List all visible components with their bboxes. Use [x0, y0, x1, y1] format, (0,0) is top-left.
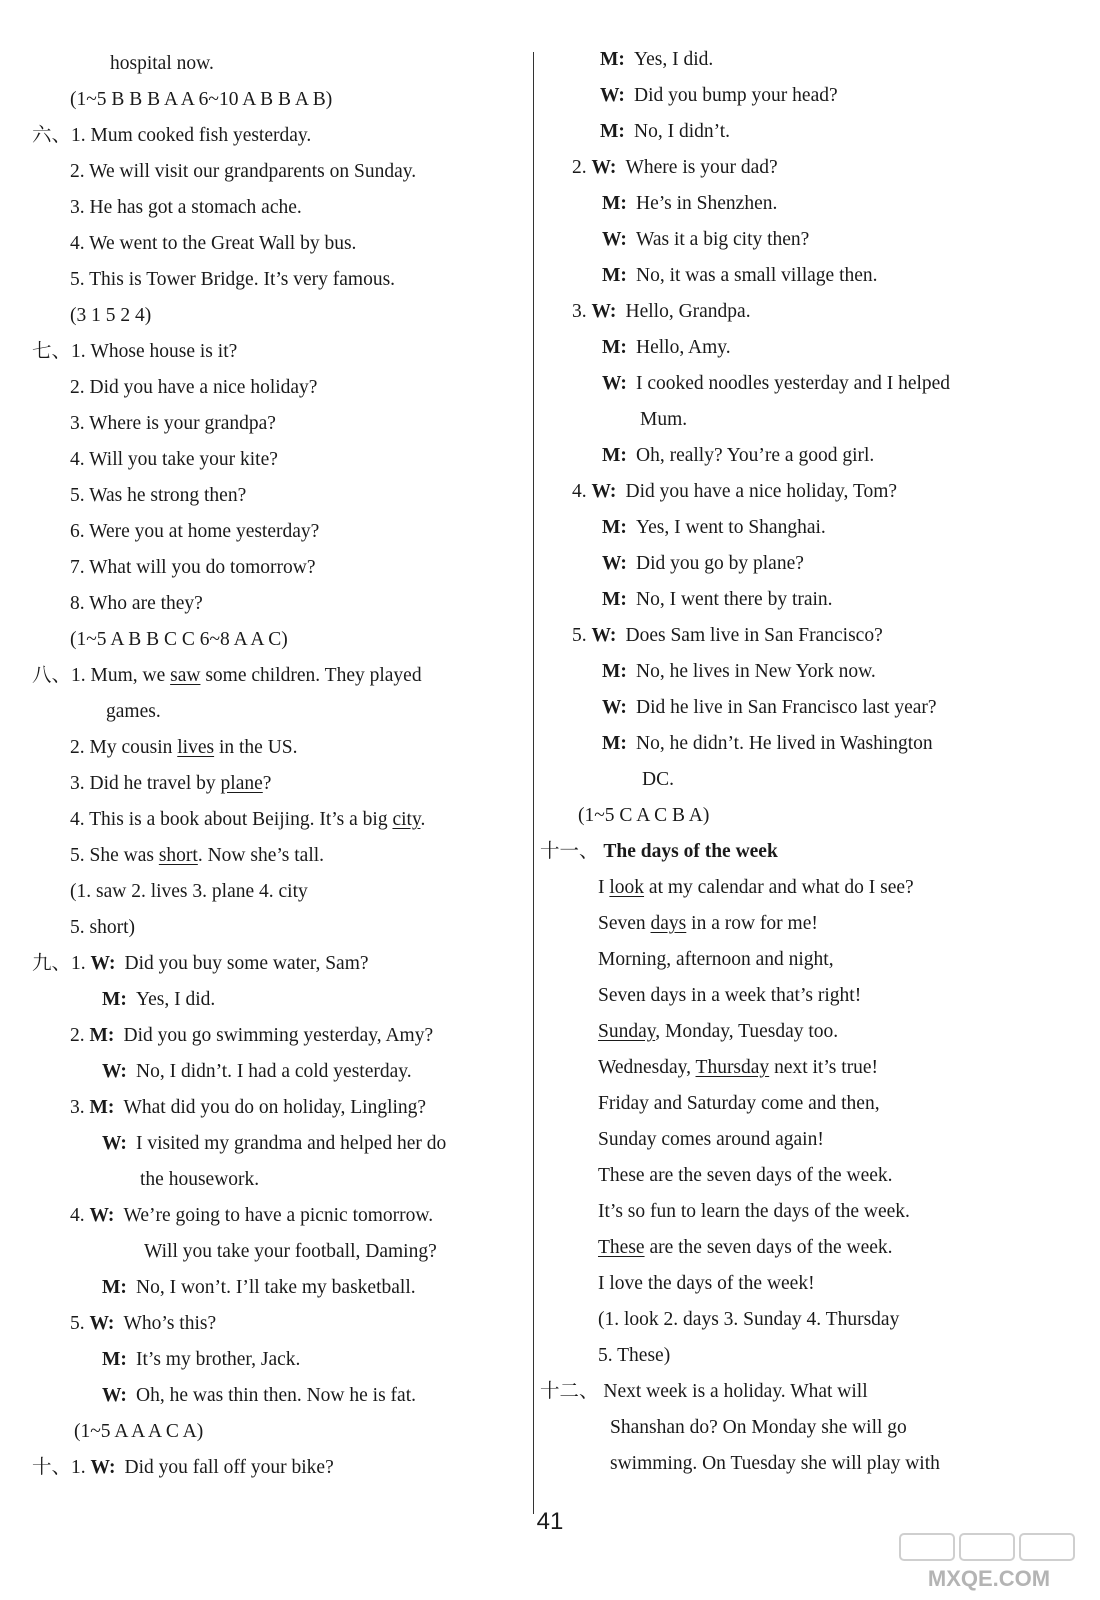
underlined-answer: plane — [220, 773, 263, 794]
text-segment: Did you go swimming yesterday, Amy? — [123, 1025, 434, 1046]
text-line — [598, 1020, 838, 1044]
underlined-answer: Sunday — [598, 1021, 656, 1042]
text-segment: What did you do on holiday, Lingling? — [123, 1097, 427, 1118]
text-segment: 八、1. Mum, we — [32, 665, 171, 686]
text-segment: Seven — [598, 913, 651, 934]
text-line: games. — [106, 701, 161, 722]
text-line: Seven days in a week that’s right! — [598, 985, 862, 1006]
text-line: (1~5 C A C B A) — [578, 805, 710, 826]
speaker-label: W: — [602, 373, 627, 394]
speaker-label: W: — [90, 953, 116, 974]
speaker-label: M: — [102, 1349, 127, 1370]
text-segment: Does Sam live in San Francisco? — [625, 625, 883, 646]
section-title: The days of the week — [598, 841, 778, 862]
text-segment: Hello, Grandpa. — [625, 301, 751, 322]
speaker-label: W: — [89, 1313, 115, 1334]
text-line: 6. Were you at home yesterday? — [70, 521, 320, 542]
text-segment: at my calendar and what do I see? — [644, 877, 914, 898]
text-segment: No, I went there by train. — [636, 589, 833, 610]
watermark-text: MXQE.COM — [927, 1566, 1051, 1591]
text-segment: 十、1. — [32, 1457, 91, 1478]
text-line: 2. We will visit our grandparents on Sunday. — [70, 161, 417, 182]
speaker-label: W: — [602, 697, 627, 718]
text-line — [598, 912, 818, 936]
text-line: DC. — [642, 769, 674, 790]
text-line — [600, 120, 730, 144]
text-line: 5. This is Tower Bridge. It’s very famous. — [70, 269, 396, 290]
text-line — [572, 156, 778, 180]
text-segment: 十一、 — [540, 841, 599, 862]
text-line — [540, 840, 778, 864]
text-segment: Did you fall off your bike? — [124, 1457, 334, 1478]
text-segment: No, it was a small village then. — [636, 265, 878, 286]
text-segment: 5. — [70, 1313, 90, 1334]
text-segment: 3. — [572, 301, 592, 322]
text-segment: He’s in Shenzhen. — [636, 193, 778, 214]
text-segment: Did you buy some water, Sam? — [124, 953, 369, 974]
text-segment: 3. — [70, 1097, 90, 1118]
text-segment: Wednesday, — [598, 1057, 696, 1078]
text-line: These are the seven days of the week. — [598, 1165, 893, 1186]
text-segment: 4. — [572, 481, 592, 502]
speaker-label: W: — [602, 229, 627, 250]
text-segment: 3. Did he travel by — [70, 773, 221, 794]
speaker-label: M: — [602, 445, 627, 466]
text-line: 5. These) — [598, 1345, 671, 1366]
text-line: Mum. — [640, 409, 688, 430]
text-line — [602, 552, 804, 576]
text-line — [572, 624, 883, 648]
text-line — [70, 844, 324, 868]
text-line — [600, 48, 713, 72]
speaker-label: M: — [102, 1277, 127, 1298]
speaker-label: W: — [102, 1385, 127, 1406]
text-line: (1. look 2. days 3. Sunday 4. Thursday — [598, 1309, 900, 1330]
text-segment: Oh, he was thin then. Now he is fat. — [136, 1385, 416, 1406]
text-segment: I visited my grandma and helped her do — [136, 1133, 447, 1154]
underlined-answer: saw — [170, 665, 201, 686]
text-segment: Yes, I did. — [634, 49, 714, 70]
text-line — [32, 664, 422, 688]
text-segment: next it’s true! — [769, 1057, 879, 1078]
text-segment: Did you bump your head? — [634, 85, 838, 106]
text-line — [102, 1132, 446, 1156]
speaker-label: M: — [89, 1025, 115, 1046]
text-line: 5. Was he strong then? — [70, 485, 247, 506]
text-segment: . — [420, 809, 426, 830]
text-line: 7. What will you do tomorrow? — [70, 557, 316, 578]
text-line — [602, 192, 777, 216]
speaker-label: M: — [602, 337, 627, 358]
text-segment: We’re going to have a picnic tomorrow. — [123, 1205, 434, 1226]
text-line: 4. Will you take your kite? — [70, 449, 278, 470]
text-segment: 2. — [572, 157, 592, 178]
text-line: (1~5 B B B A A 6~10 A B B A B) — [70, 89, 333, 110]
underlined-answer: Thursday — [695, 1057, 770, 1078]
text-segment: 4. This is a book about Beijing. It’s a big — [70, 809, 393, 830]
text-line: hospital now. — [110, 53, 214, 74]
text-segment: in a row for me! — [686, 913, 818, 934]
text-segment: 九、1. — [32, 953, 91, 974]
text-segment: 2. — [70, 1025, 90, 1046]
text-line: (1~5 A A A C A) — [74, 1421, 204, 1442]
speaker-label: M: — [600, 49, 625, 70]
speaker-label: W: — [591, 481, 617, 502]
text-line: Will you take your football, Daming? — [144, 1241, 437, 1262]
text-segment: Did you go by plane? — [636, 553, 804, 574]
speaker-label: M: — [602, 589, 627, 610]
text-line — [70, 1024, 433, 1048]
text-line — [70, 1204, 433, 1228]
text-line: 六、1. Mum cooked fish yesterday. — [32, 125, 312, 146]
speaker-label: W: — [591, 301, 617, 322]
text-line — [602, 372, 950, 396]
text-segment: No, I won’t. I’ll take my basketball. — [136, 1277, 416, 1298]
speaker-label: W: — [591, 157, 617, 178]
text-line: Shanshan do? On Monday she will go — [610, 1417, 907, 1438]
text-segment: some children. They played — [200, 665, 422, 686]
underlined-answer: look — [609, 877, 645, 898]
text-segment: Where is your dad? — [625, 157, 778, 178]
text-line — [70, 1096, 426, 1120]
speaker-label: W: — [90, 1457, 116, 1478]
underlined-answer: city — [392, 809, 421, 830]
speaker-label: M: — [600, 121, 625, 142]
text-line — [70, 736, 298, 760]
text-line — [602, 660, 876, 684]
text-line: (3 1 5 2 4) — [70, 305, 152, 326]
text-segment: It’s my brother, Jack. — [136, 1349, 301, 1370]
text-line: (1~5 A B B C C 6~8 A A C) — [70, 629, 288, 650]
speaker-label: W: — [600, 85, 625, 106]
text-segment: No, I didn’t. I had a cold yesterday. — [136, 1061, 412, 1082]
text-line — [32, 952, 369, 976]
speaker-label: M: — [102, 989, 127, 1010]
speaker-label: M: — [602, 193, 627, 214]
text-line — [602, 516, 826, 540]
text-segment: Who’s this? — [123, 1313, 217, 1334]
speaker-label: W: — [602, 553, 627, 574]
text-segment: Was it a big city then? — [636, 229, 810, 250]
text-line: 8. Who are they? — [70, 593, 203, 614]
text-segment: No, he lives in New York now. — [636, 661, 876, 682]
speaker-label: M: — [602, 517, 627, 538]
watermark-logo — [894, 1530, 1084, 1594]
text-line — [572, 300, 751, 324]
text-line: 2. Did you have a nice holiday? — [70, 377, 318, 398]
underlined-answer: days — [650, 913, 687, 934]
text-segment: Did he live in San Francisco last year? — [636, 697, 937, 718]
text-segment: . Now she’s tall. — [197, 845, 325, 866]
text-segment: Yes, I went to Shanghai. — [636, 517, 826, 538]
page-number: 41 — [536, 1508, 564, 1535]
text-line — [102, 1060, 412, 1084]
speaker-label: M: — [602, 661, 627, 682]
text-segment: No, I didn’t. — [634, 121, 731, 142]
text-line: Morning, afternoon and night, — [598, 949, 834, 970]
text-line — [602, 444, 874, 468]
text-line — [598, 876, 914, 900]
text-segment: I cooked noodles yesterday and I helped — [636, 373, 951, 394]
text-line — [602, 588, 833, 612]
text-segment: Hello, Amy. — [636, 337, 731, 358]
text-line — [32, 1456, 334, 1480]
text-line: (1. saw 2. lives 3. plane 4. city — [70, 881, 308, 902]
text-segment: No, he didn’t. He lived in Washington — [636, 733, 933, 754]
text-line — [598, 1056, 878, 1080]
text-line: 5. short) — [70, 917, 135, 938]
text-line — [70, 772, 271, 796]
speaker-label: W: — [102, 1061, 127, 1082]
text-segment: I — [598, 877, 610, 898]
text-line — [70, 1312, 216, 1336]
underlined-answer: These — [598, 1237, 645, 1258]
speaker-label: M: — [602, 733, 627, 754]
speaker-label: M: — [602, 265, 627, 286]
text-segment: ? — [262, 773, 272, 794]
text-line — [602, 228, 809, 252]
speaker-label: W: — [102, 1133, 127, 1154]
text-line — [70, 808, 425, 832]
text-line — [102, 1384, 416, 1408]
speaker-label: M: — [89, 1097, 115, 1118]
text-line — [602, 336, 731, 360]
text-line — [102, 1348, 300, 1372]
column-divider — [533, 52, 534, 1514]
text-line — [102, 1276, 416, 1300]
text-line — [598, 1236, 893, 1260]
text-line: I love the days of the week! — [598, 1273, 815, 1294]
underlined-answer: short — [158, 845, 198, 866]
text-line: Sunday comes around again! — [598, 1129, 824, 1150]
text-line: swimming. On Tuesday she will play with — [610, 1453, 940, 1474]
text-line: the housework. — [140, 1169, 260, 1190]
text-line: 十二、 Next week is a holiday. What will — [540, 1381, 868, 1402]
text-line — [600, 84, 838, 108]
text-segment: 5. She was — [70, 845, 159, 866]
text-line: 3. He has got a stomach ache. — [70, 197, 302, 218]
text-segment: , Monday, Tuesday too. — [655, 1021, 839, 1042]
text-line: 4. We went to the Great Wall by bus. — [70, 233, 357, 254]
text-line: 3. Where is your grandpa? — [70, 413, 276, 434]
text-line — [572, 480, 897, 504]
speaker-label: W: — [89, 1205, 115, 1226]
text-segment: Yes, I did. — [136, 989, 216, 1010]
text-segment: 4. — [70, 1205, 90, 1226]
text-segment: in the US. — [214, 737, 298, 758]
text-line — [602, 732, 933, 756]
text-segment: are the seven days of the week. — [644, 1237, 893, 1258]
underlined-answer: lives — [177, 737, 215, 758]
text-segment: 5. — [572, 625, 592, 646]
text-segment: Did you have a nice holiday, Tom? — [625, 481, 898, 502]
text-line — [102, 988, 215, 1012]
text-line: Friday and Saturday come and then, — [598, 1093, 880, 1114]
speaker-label: W: — [591, 625, 617, 646]
text-line: 七、1. Whose house is it? — [32, 341, 238, 362]
text-line: It’s so fun to learn the days of the week. — [598, 1201, 910, 1222]
text-line — [602, 264, 878, 288]
text-segment: Oh, really? You’re a good girl. — [636, 445, 875, 466]
text-line — [602, 696, 937, 720]
text-segment: 2. My cousin — [70, 737, 178, 758]
